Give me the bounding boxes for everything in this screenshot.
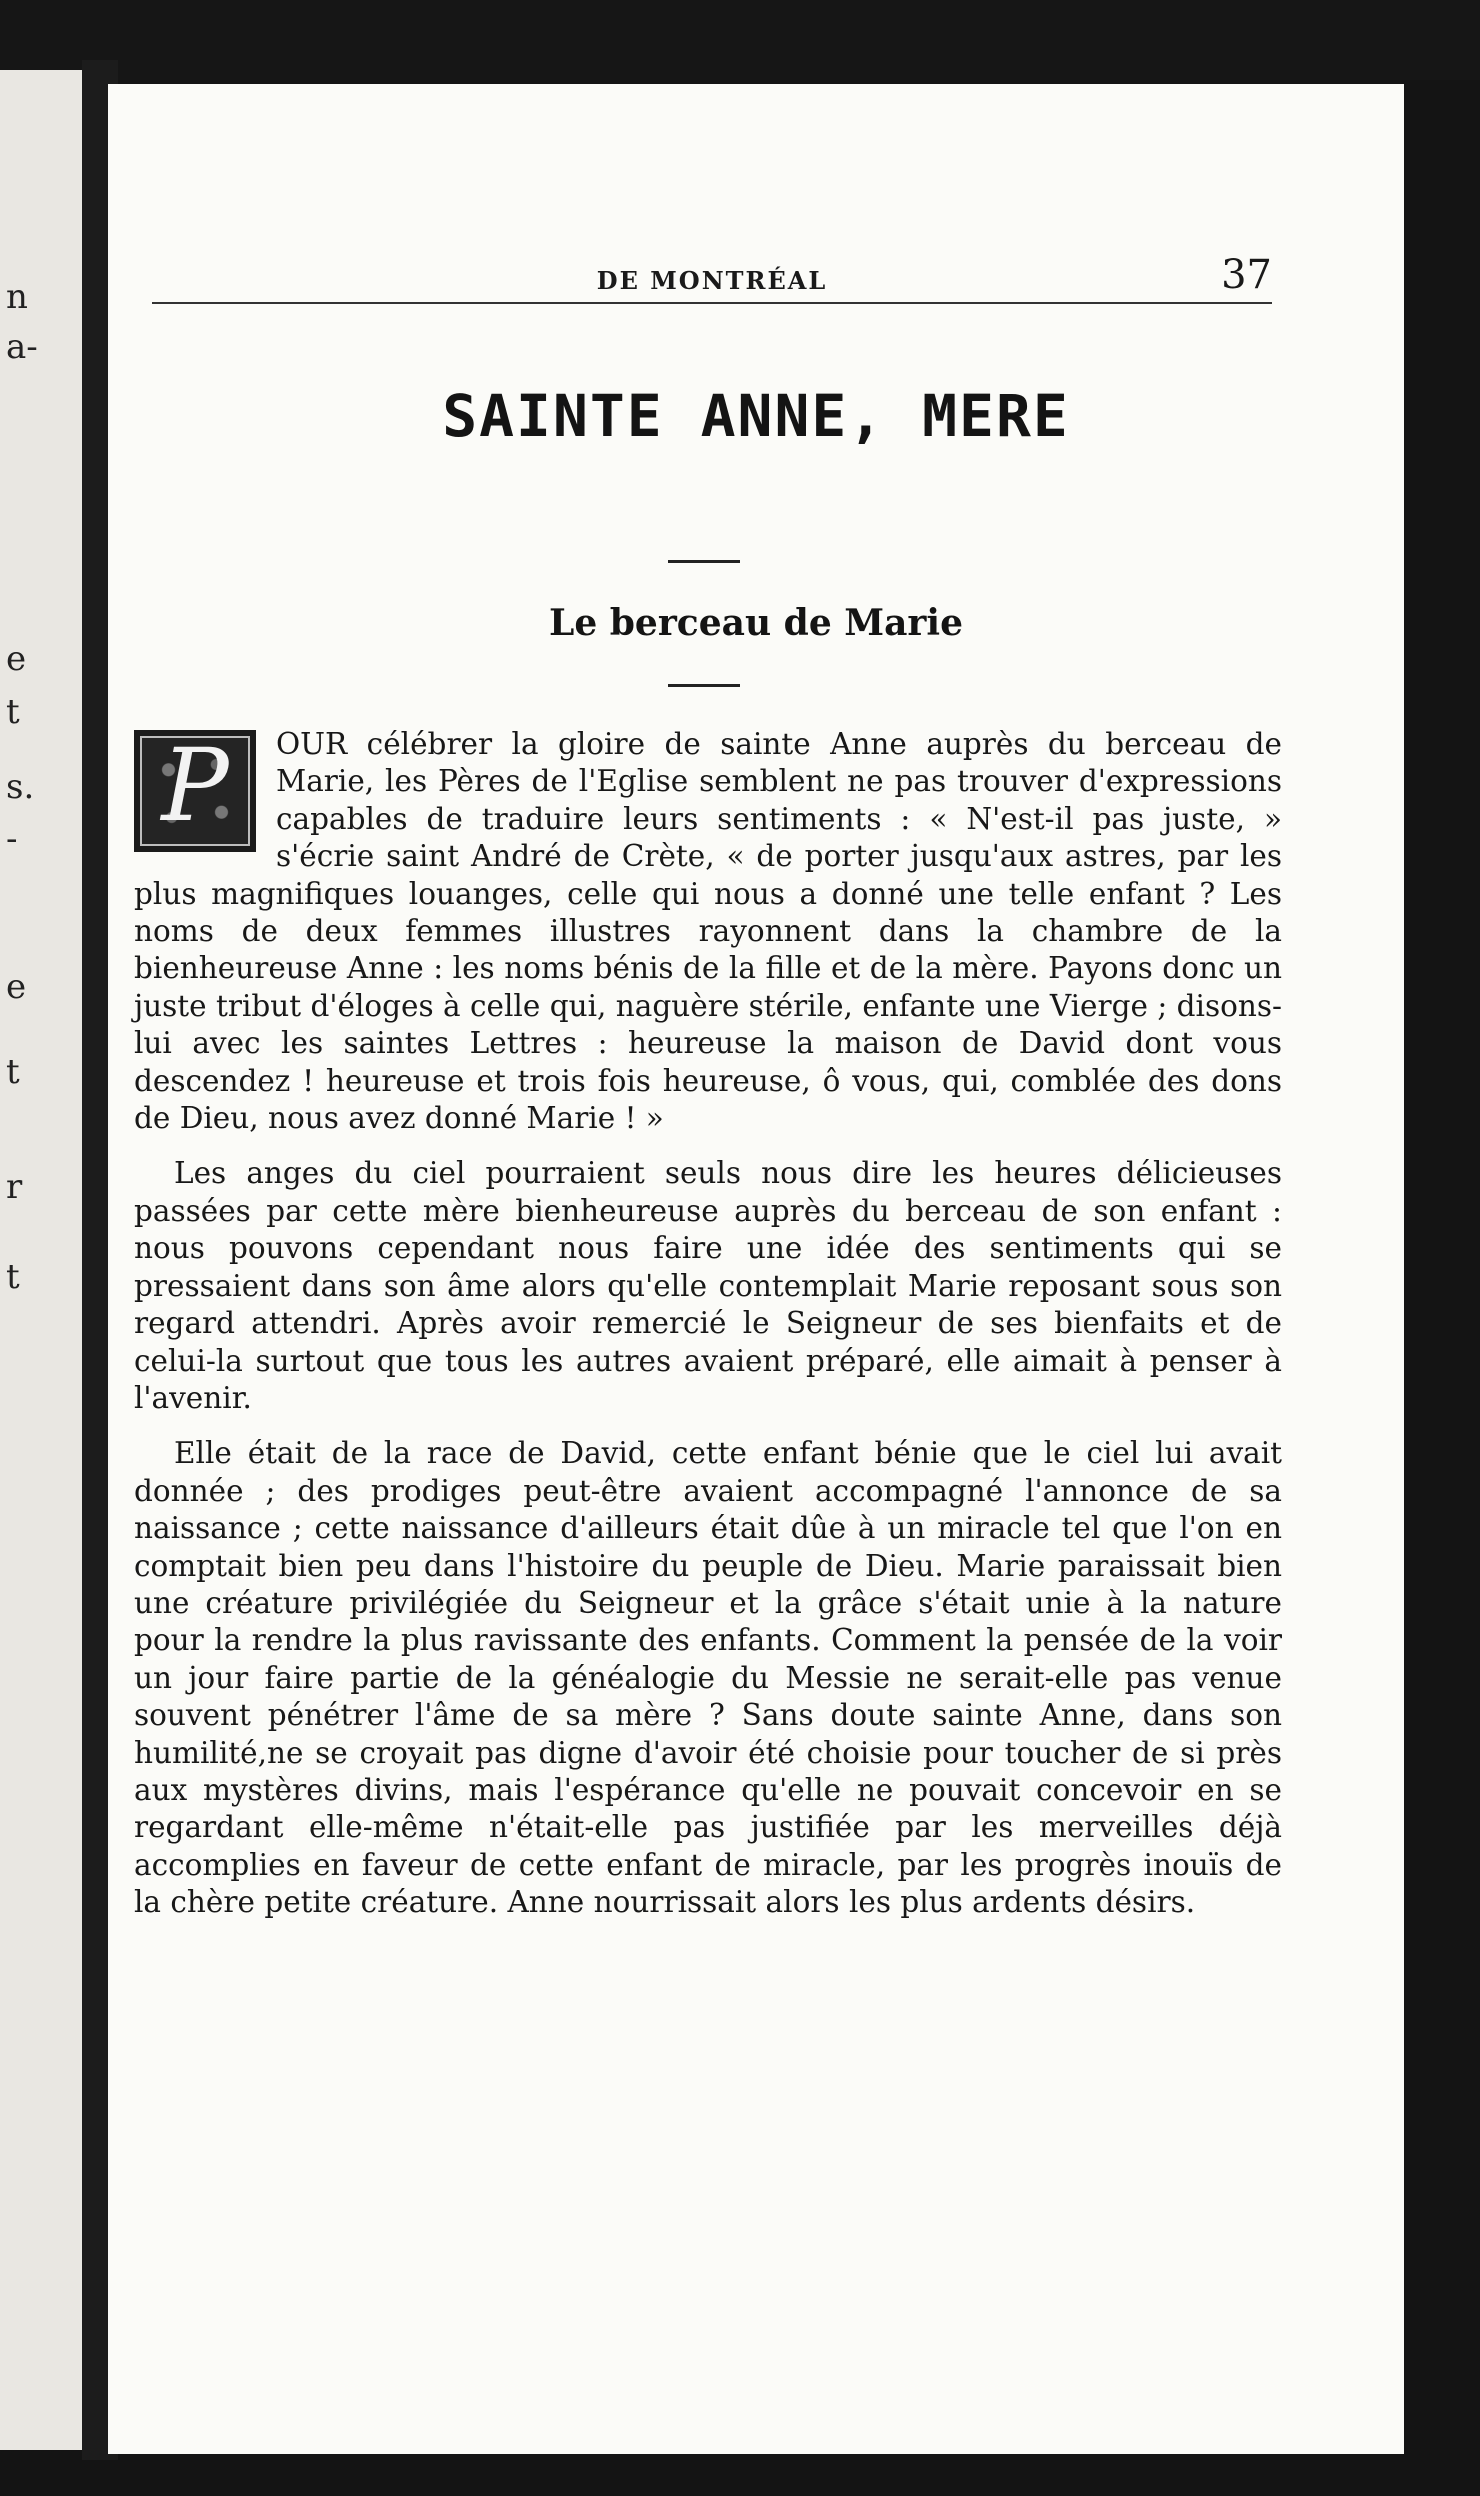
left-page-fragment: e (6, 639, 27, 679)
page-number: 37 (1221, 252, 1272, 298)
scan-background (0, 0, 1480, 80)
left-page-fragment: r (6, 1167, 23, 1207)
drop-cap (134, 727, 256, 852)
paragraph (134, 726, 1282, 1137)
left-page-fragment: s. (6, 767, 35, 807)
left-page-fragment: - (6, 819, 18, 859)
left-page-fragment: e (6, 967, 27, 1007)
adjacent-page-edge (0, 70, 82, 2450)
drop-cap-letter: P (161, 727, 229, 844)
book-page (108, 84, 1404, 2454)
left-page-fragment: n (6, 277, 28, 317)
paragraph: Elle était de la race de David, cette enfant bénie que le ciel lui avait donnée ; des prodiges peut-être avaient accompagné l'annonce de sa naissance ; cette naissance d'ailleurs était dûe à un miracle tel que l'on en comptait bien peu dans l'histoire du peuple de Dieu. Marie paraissait bien une créature privilégiée du Seigneur et la grâce s'était unie à la nature pour la rendre la plus ravissante des enfants. Comment la pensée de la voir un jour faire partie de la généalogie du Messie ne serait-elle pas venue souvent pénétrer l'âme de sa mère ? Sans doute sainte Anne, dans son humilité,ne se croyait pas digne d'avoir été choisie pour toucher de si près aux mystères divins, mais l'espérance qu'elle ne pouvait concevoir en se regardant elle-même n'était-elle pas justifiée par les merveilles déjà accomplies en faveur de cette enfant de miracle, par les progrès inouïs de la chère petite créature. Anne nourrissait alors les plus ardents désirs. (134, 1436, 1282, 1920)
header-rule (152, 302, 1272, 304)
paragraph: Les anges du ciel pourraient seuls nous dire les heures délicieuses passées par cette mère bienheureuse auprès du berceau de son enfant : nous pouvons cependant nous faire une idée des sentiments qui se pressaient dans son âme alors qu'elle contemplait Marie reposant sous son regard attendri. Après avoir remercié le Seigneur de ses bienfaits et de celui-la surtout que tous les autres avaient préparé, elle aimait à penser à l'avenir. (134, 1156, 1282, 1415)
running-head: DE MONTRÉAL (596, 266, 828, 295)
article-title: SAINTE ANNE, MERE (442, 382, 1070, 450)
title-divider (668, 560, 740, 563)
article-subtitle: Le berceau de Marie (549, 602, 963, 644)
left-page-fragment: t (6, 1052, 20, 1092)
left-page-fragment: t (6, 1257, 20, 1297)
left-page-fragment: t (6, 692, 20, 732)
subtitle-divider (668, 684, 740, 687)
article-body (134, 726, 1282, 1940)
left-page-fragment: a- (6, 327, 38, 367)
paragraph-text: OUR célébrer la gloire de sainte Anne auprès du berceau de Marie, les Pères de l'Eglise semblent ne pas trouver d'expressions capables de traduire leurs sentiments : « N'est-il pas juste, » s'écrie saint André de Crète, « de porter jusqu'aux astres, par les plus magnifiques louanges, celle qui nous a donné une telle enfant ? Les noms de deux femmes illustres rayonnent dans la chambre de la bienheureuse Anne : les noms bénis de la fille et de la mère. Payons donc un juste tribut d'éloges à celle qui, naguère stérile, enfante une Vierge ; disons-lui avec les saintes Lettres : heureuse la maison de David dont vous descendez ! heureuse et trois fois heureuse, ô vous, qui, comblée des dons de Dieu, nous avez donné Marie ! » (134, 727, 1282, 1136)
